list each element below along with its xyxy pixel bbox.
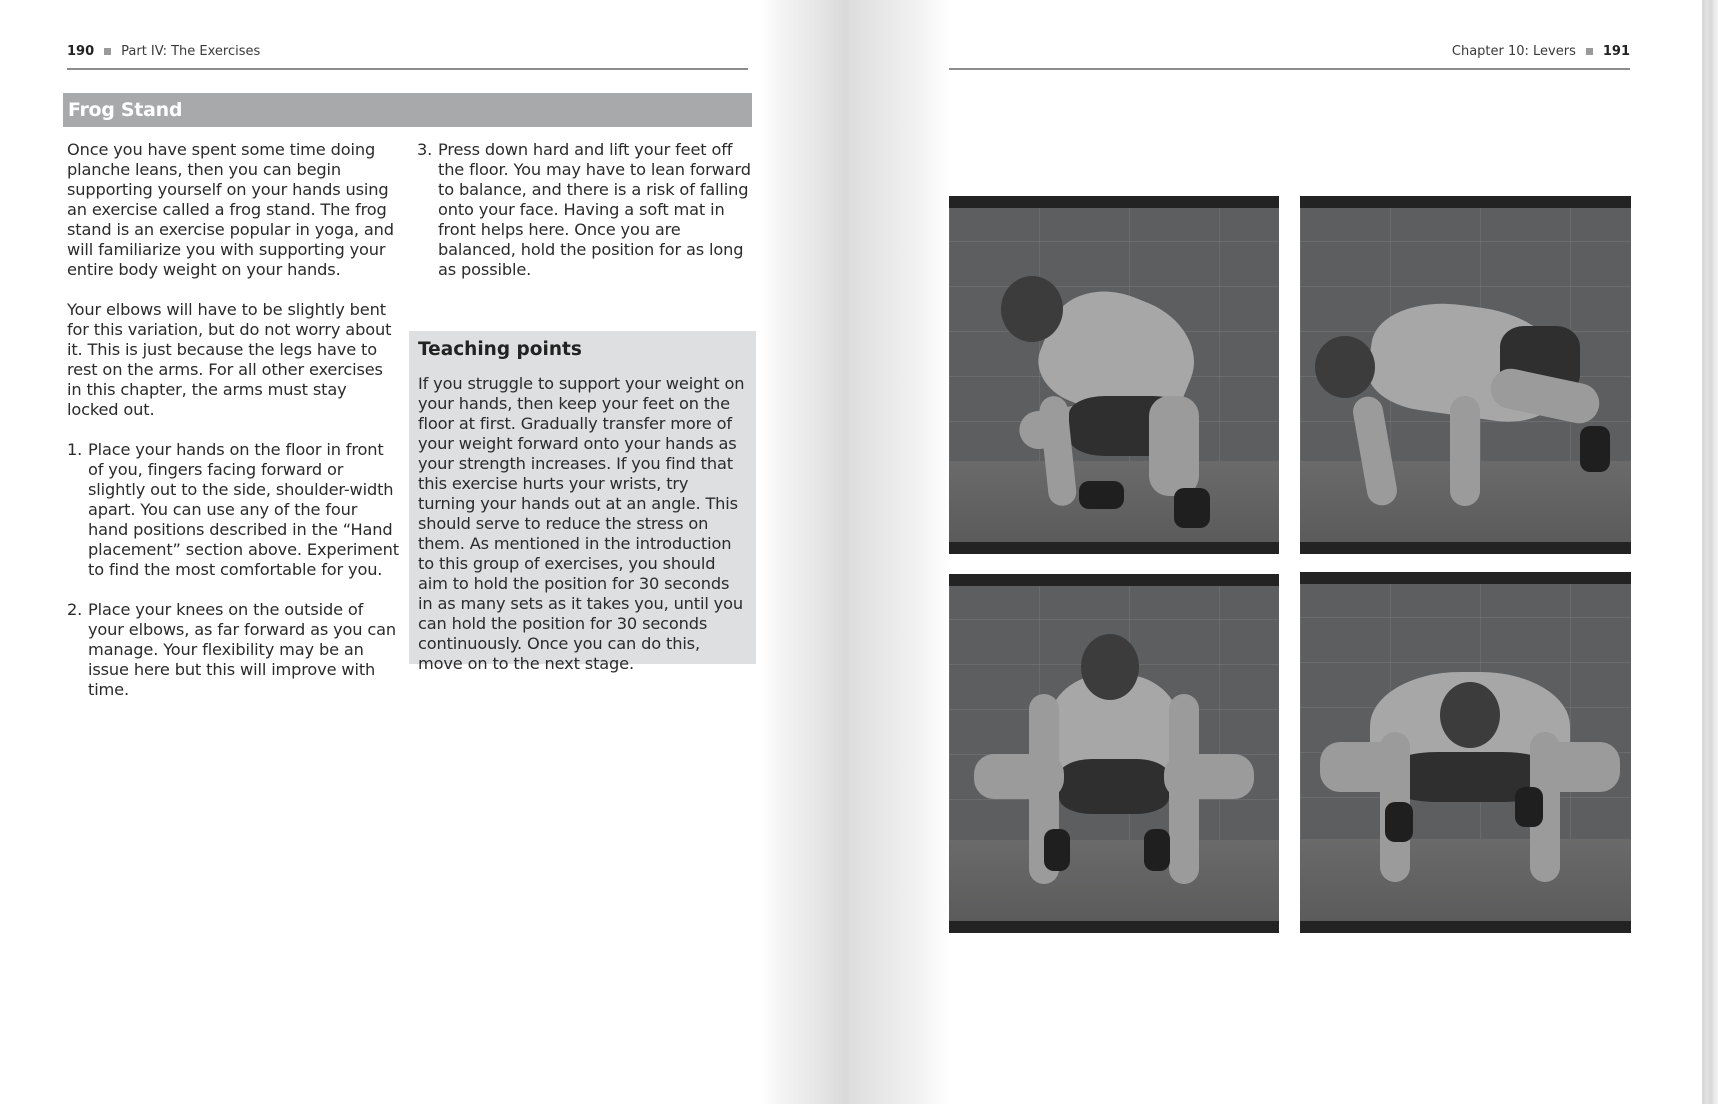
step-text: Place your knees on the outside of your elbows, as far forward as you can manage. Your flexibility may be an issue here but this will improve with time.: [88, 600, 397, 699]
text-column-2: [417, 140, 757, 300]
photo-frog-stand-front-balanced: [1300, 572, 1631, 933]
photo-frog-stand-front-setup: [949, 574, 1279, 933]
steps-list: [67, 440, 402, 700]
step-item: [67, 440, 402, 580]
page-edge: [1702, 0, 1718, 1104]
steps-list-continued: [417, 140, 757, 280]
step-text: Press down hard and lift your feet off the floor. You may have to lean forward to balance, and there is a risk of falling onto your face. Having a soft mat in front helps here. Once you are balanced, hold the position for as long as possible.: [438, 140, 751, 279]
text-column-1: [67, 140, 402, 720]
teaching-points-box: [409, 331, 756, 673]
step-number: 1.: [67, 440, 83, 459]
teaching-points-body: If you struggle to support your weight on your hands, then keep your feet on the floor at first. Gradually transfer more of your weight forward onto your hands as your strength increases. If you find that this exercise hurts your wrists, try turning your hands out at an angle. This should serve to reduce the stress on them. As mentioned in the introduction to this group of exercises, you should aim to hold the position for 30 seconds in as many sets as it takes you, until you can hold the position for 30 seconds continuously. Once you can do this, move on to the next stage.: [418, 374, 745, 673]
right-running-head: [1452, 44, 1630, 59]
step-item: [67, 600, 402, 700]
figure-head: [1315, 336, 1375, 398]
separator-square-icon: [1586, 48, 1593, 55]
step-text: Place your hands on the floor in front of you, fingers facing forward or slightly out to the side, shoulder-width apart. You can use any of the four hand positions described in the “Hand placement” section above. Experiment to find the most comfortable for you.: [88, 440, 399, 579]
intro-paragraph: Once you have spent some time doing planche leans, then you can begin supporting yourself on your hands using an exercise called a frog stand. The frog stand is an exercise popular in yoga, and will familiarize you with supporting your entire body weight on your hands.: [67, 140, 394, 279]
photo-frog-stand-side-setup: [949, 196, 1279, 554]
header-rule-right: [949, 68, 1630, 70]
separator-square-icon: [104, 48, 111, 55]
header-rule-left: [67, 68, 748, 70]
part-title: Part IV: The Exercises: [121, 44, 261, 59]
chapter-title: Chapter 10: Levers: [1451, 44, 1576, 59]
intro-paragraph: Your elbows will have to be slightly bent for this variation, but do not worry about it. This is just because the legs have to rest on the arms. For all other exercises in this chapter, the arms must stay locked out.: [67, 300, 392, 419]
section-heading: Frog Stand: [63, 93, 752, 127]
left-running-head: [67, 44, 260, 59]
photo-frog-stand-side-balanced: [1300, 196, 1631, 554]
figure-head: [1440, 682, 1500, 748]
book-spine-shadow: [760, 0, 950, 1104]
figure-head: [1081, 634, 1139, 700]
figure-head: [1001, 276, 1063, 342]
step-number: 2.: [67, 600, 83, 619]
step-item: [417, 140, 757, 280]
page-number-left: 190: [67, 44, 95, 59]
teaching-points-title: Teaching points: [418, 339, 582, 360]
page-number-right: 191: [1602, 44, 1630, 59]
step-number: 3.: [417, 140, 433, 159]
